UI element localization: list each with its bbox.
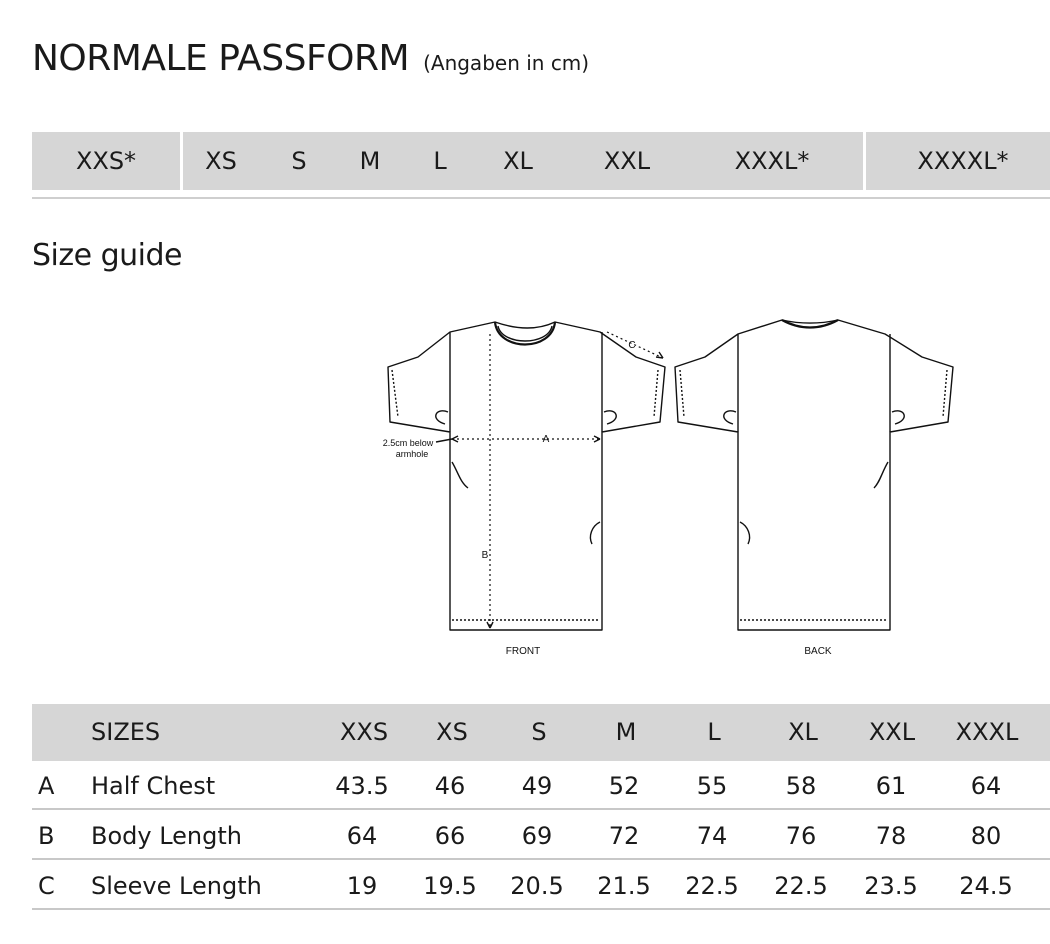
- front-shirt-outline: [388, 322, 665, 630]
- table-cell: 49: [521, 772, 553, 800]
- column-header: XXL: [868, 718, 916, 746]
- table-cell: 61: [875, 772, 907, 800]
- back-label: BACK: [804, 646, 832, 657]
- measure-a-label: A: [542, 434, 550, 445]
- row-name: Sleeve Length: [91, 872, 262, 900]
- table-cell: 52: [608, 772, 640, 800]
- measure-b-label: B: [481, 550, 489, 561]
- column-header: S: [531, 718, 547, 746]
- table-cell: 19.5: [423, 872, 477, 900]
- size-strip-xl: XL: [503, 147, 533, 175]
- size-strip-xs: XS: [205, 147, 237, 175]
- size-strip-xxxl: XXXL*: [734, 147, 810, 175]
- table-cell: 24.5: [959, 872, 1013, 900]
- table-cell: 46: [434, 772, 466, 800]
- table-cell: 58: [785, 772, 817, 800]
- row-code: B: [38, 822, 55, 850]
- armhole-note-line1: 2.5cm below: [382, 438, 434, 448]
- row-name: Body Length: [91, 822, 242, 850]
- back-shirt-outline: [675, 320, 953, 630]
- tshirt-diagram: [370, 312, 970, 662]
- table-cell: 20.5: [510, 872, 564, 900]
- table-cell: 66: [434, 822, 466, 850]
- size-strip: [32, 132, 1050, 190]
- size-strip-l: L: [433, 147, 447, 175]
- table-cell: 22.5: [774, 872, 828, 900]
- table-cell: 64: [346, 822, 378, 850]
- divider: [32, 197, 1050, 199]
- table-cell: 78: [875, 822, 907, 850]
- row-divider: [32, 858, 1050, 860]
- table-header: [32, 704, 1050, 761]
- table-cell: 76: [785, 822, 817, 850]
- table-cell: 43.5: [335, 772, 389, 800]
- armhole-note-line2: armhole: [395, 449, 429, 459]
- table-cell: 64: [970, 772, 1002, 800]
- row-name: Half Chest: [91, 772, 216, 800]
- size-strip-xxxxl: XXXXL*: [917, 147, 1009, 175]
- table-cell: 69: [521, 822, 553, 850]
- row-code: C: [38, 872, 55, 900]
- table-header-label: SIZES: [91, 718, 161, 746]
- column-header: XL: [788, 718, 818, 746]
- size-strip-xxs: XXS*: [75, 147, 137, 175]
- column-header: XXXL: [955, 718, 1019, 746]
- title-note: (Angaben in cm): [423, 51, 590, 75]
- measure-c-label: C: [628, 340, 636, 351]
- column-header: XS: [436, 718, 468, 746]
- section-title: Size guide: [32, 238, 183, 273]
- column-header: XXS: [339, 718, 389, 746]
- table-cell: 23.5: [864, 872, 918, 900]
- column-header: L: [707, 718, 721, 746]
- table-cell: 19: [346, 872, 378, 900]
- column-header: M: [615, 718, 637, 746]
- row-divider: [32, 908, 1050, 910]
- front-label: FRONT: [505, 646, 541, 657]
- table-cell: 72: [608, 822, 640, 850]
- table-cell: 21.5: [597, 872, 651, 900]
- row-divider: [32, 808, 1050, 810]
- size-strip-s: S: [291, 147, 307, 175]
- size-strip-m: M: [359, 147, 381, 175]
- page-title: [32, 38, 589, 79]
- title-text: NORMALE PASSFORM: [32, 38, 410, 79]
- table-cell: 55: [696, 772, 728, 800]
- table-cell: 74: [696, 822, 728, 850]
- size-strip-divider: [863, 132, 866, 190]
- table-cell: 80: [970, 822, 1002, 850]
- row-code: A: [38, 772, 55, 800]
- table-cell: 22.5: [685, 872, 739, 900]
- size-strip-xxl: XXL: [603, 147, 651, 175]
